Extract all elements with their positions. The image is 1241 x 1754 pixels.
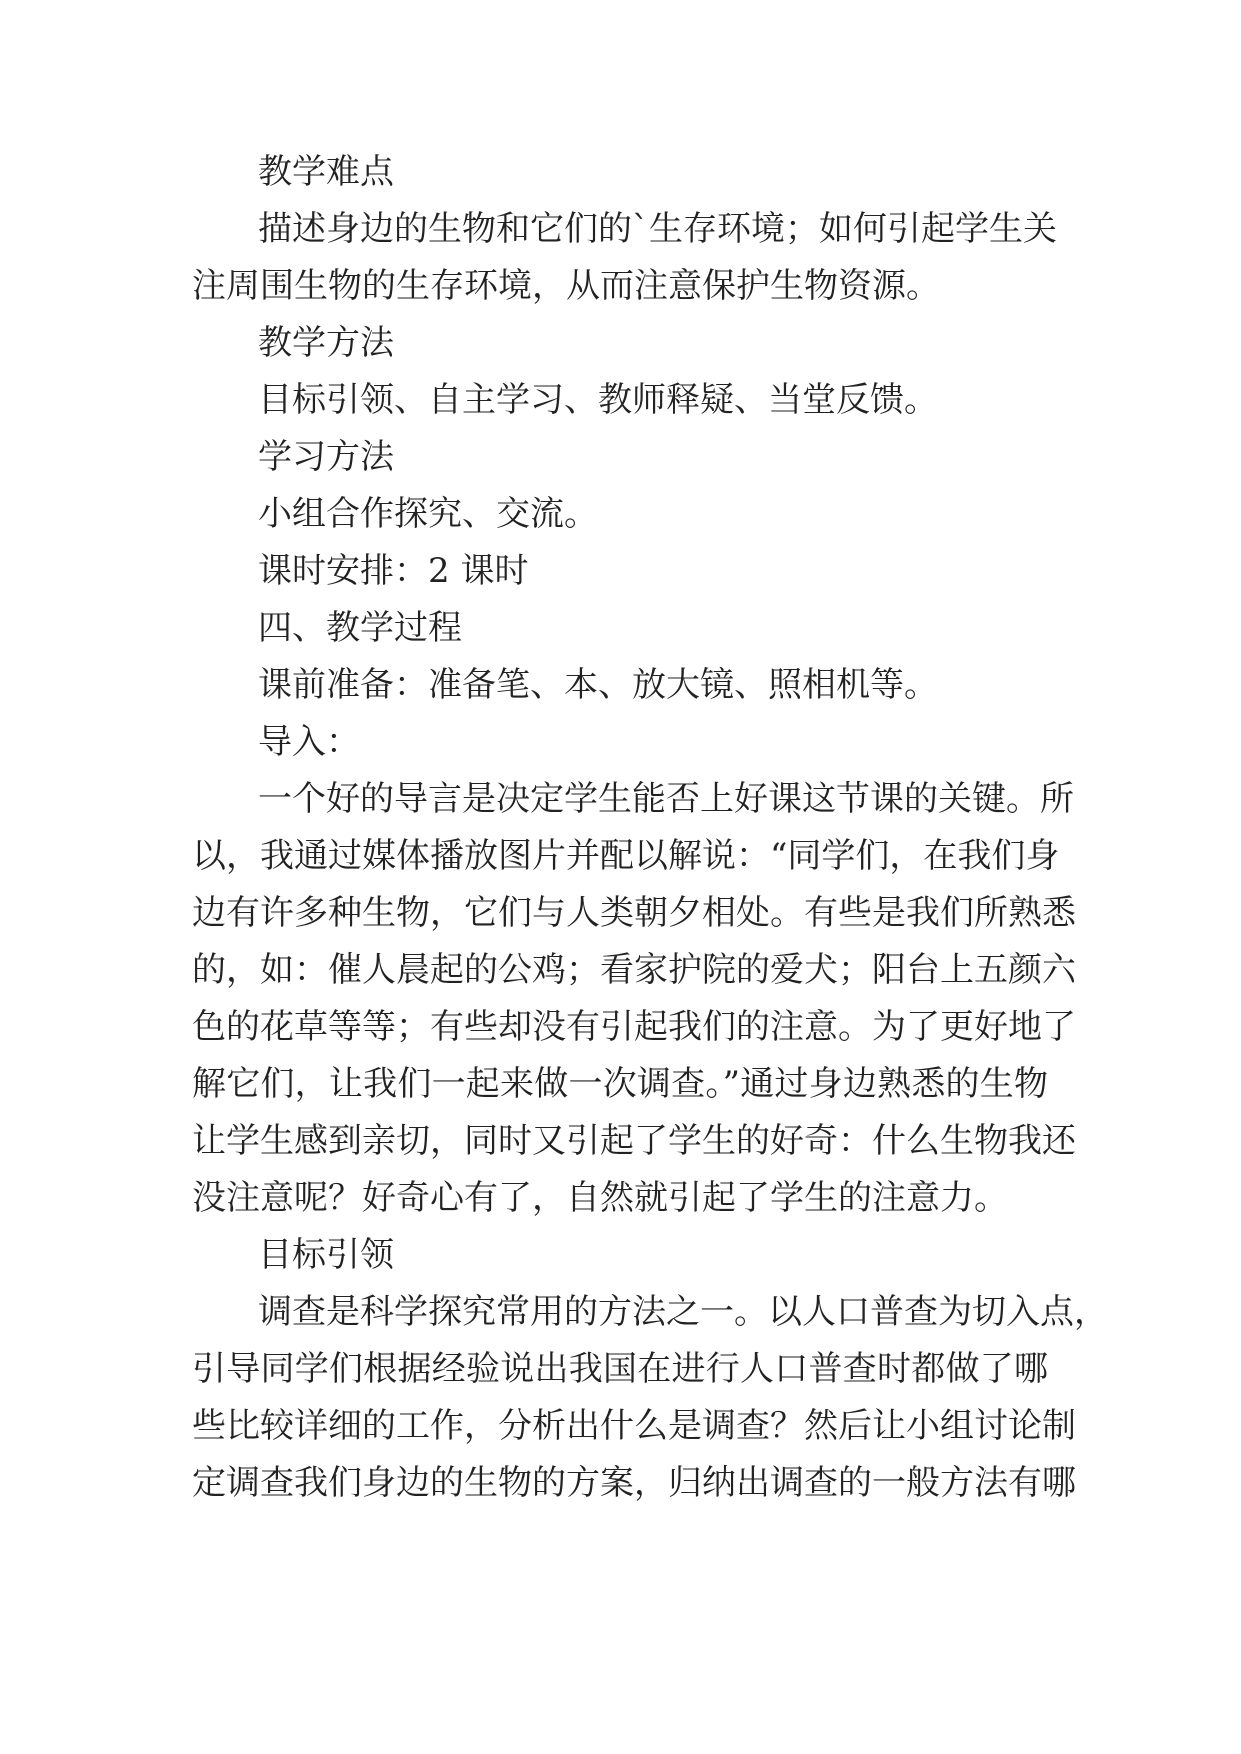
paragraph-line: 色的花草等等；有些却没有引起我们的注意。为了更好地了 <box>192 1007 1076 1047</box>
heading-goal-guidance: 目标引领 <box>258 1235 394 1275</box>
paragraph-line: 一个好的导言是决定学生能否上好课这节课的关键。所 <box>258 779 1074 819</box>
heading-introduction: 导入： <box>258 722 360 762</box>
paragraph-line: 课前准备：准备笔、本、放大镜、照相机等。 <box>258 665 938 705</box>
paragraph-line: 以，我通过媒体播放图片并配以解说：“同学们，在我们身 <box>192 836 1060 876</box>
class-hours-line: 课时安排：2 课时 <box>258 551 529 591</box>
paragraph-line: 目标引领、自主学习、教师释疑、当堂反馈。 <box>258 380 938 420</box>
paragraph-line: 描述身边的生物和它们的`生存环境；如何引起学生关 <box>258 209 1057 249</box>
paragraph-line: 小组合作探究、交流。 <box>258 494 598 534</box>
paragraph-line: 解它们，让我们一起来做一次调查。”通过身边熟悉的生物 <box>192 1064 1048 1104</box>
paragraph-line: 定调查我们身边的生物的方案，归纳出调查的一般方法有哪 <box>192 1463 1076 1503</box>
heading-teaching-method: 教学方法 <box>258 323 394 363</box>
paragraph-line: 注周围生物的生存环境，从而注意保护生物资源。 <box>192 266 940 306</box>
paragraph-line: 的，如：催人晨起的公鸡；看家护院的爱犬；阳台上五颜六 <box>192 950 1076 990</box>
paragraph-line: 没注意呢？好奇心有了，自然就引起了学生的注意力。 <box>192 1178 1008 1218</box>
paragraph-line: 边有许多种生物，它们与人类朝夕相处。有些是我们所熟悉 <box>192 893 1076 933</box>
paragraph-line: 让学生感到亲切，同时又引起了学生的好奇：什么生物我还 <box>192 1121 1076 1161</box>
heading-teaching-process: 四、教学过程 <box>258 608 462 648</box>
heading-teaching-difficulty: 教学难点 <box>258 152 394 192</box>
paragraph-line: 调查是科学探究常用的方法之一。以人口普查为切入点， <box>258 1292 1108 1332</box>
paragraph-line: 些比较详细的工作，分析出什么是调查？然后让小组讨论制 <box>192 1406 1076 1446</box>
paragraph-line: 引导同学们根据经验说出我国在进行人口普查时都做了哪 <box>192 1349 1048 1389</box>
heading-learning-method: 学习方法 <box>258 437 394 477</box>
